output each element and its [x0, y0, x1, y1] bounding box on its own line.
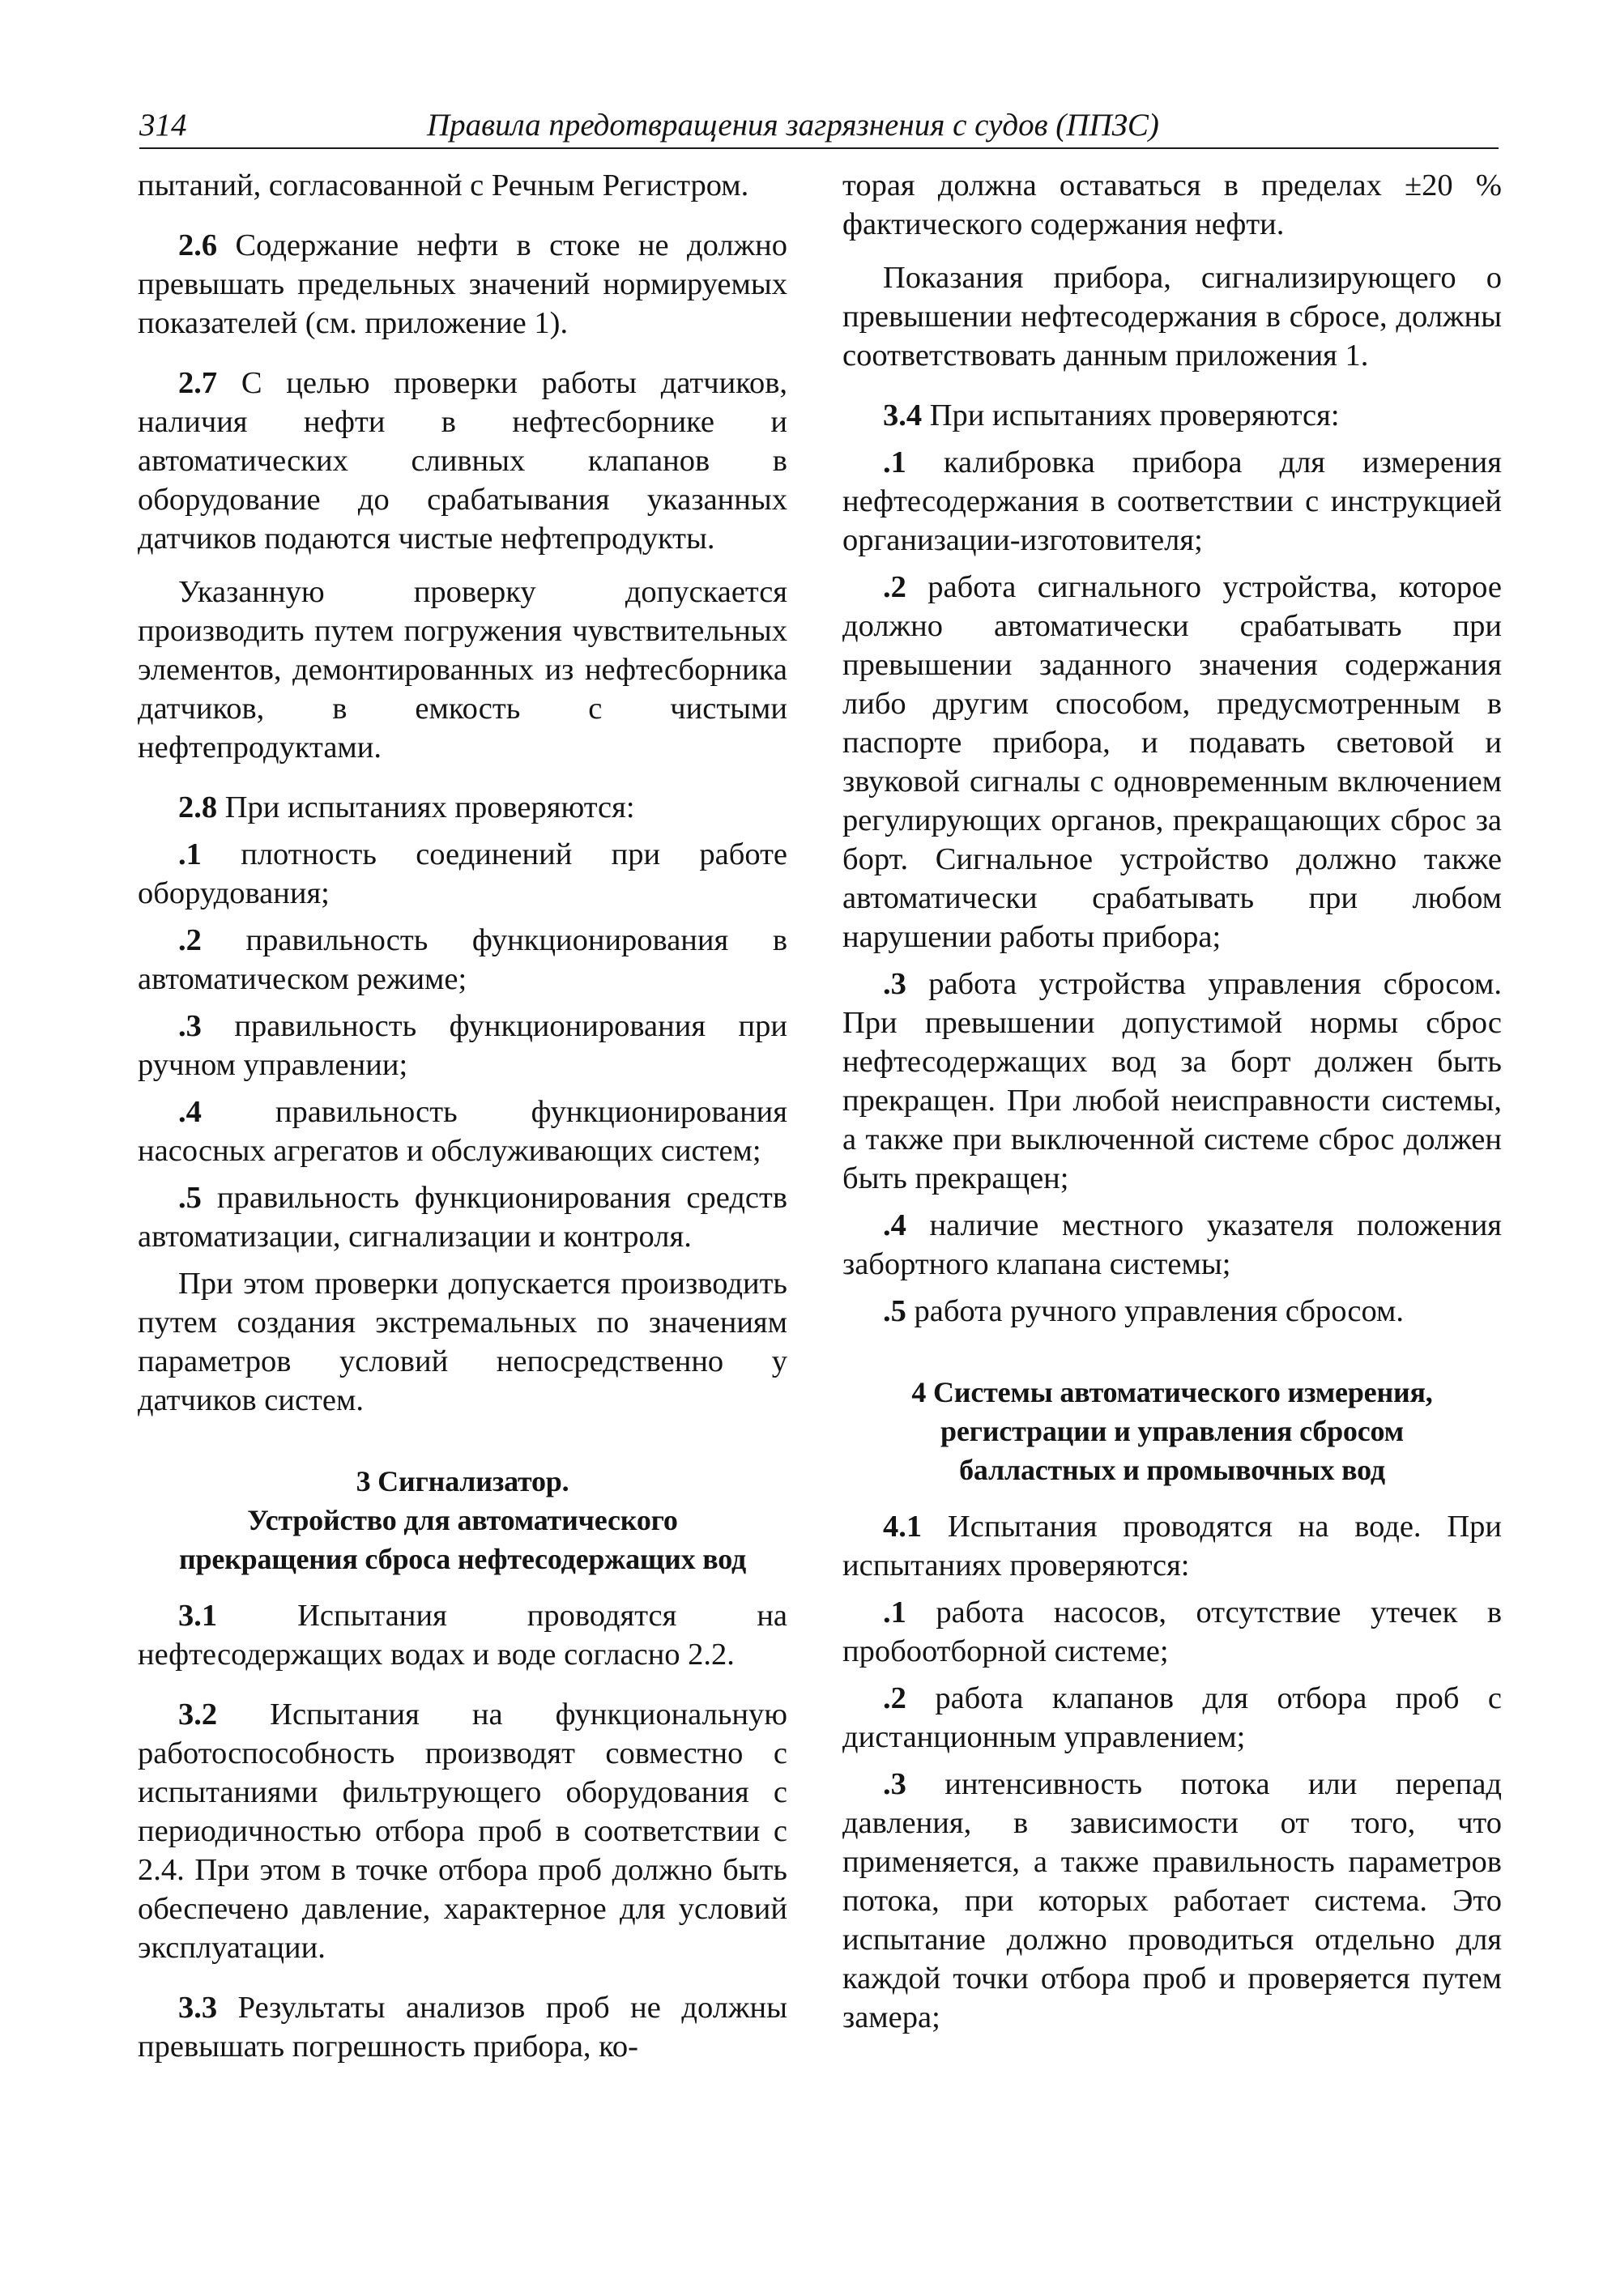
paragraph-continuation-right: торая должна оставаться в пределах ±20 % фактического содержания нефти.: [842, 168, 1502, 241]
list-item-3-4-4: .4 наличие местного указателя положения забортного клапана системы;: [842, 1208, 1503, 1281]
list-item-3-4-1: .1 калибровка прибора для измерения нефтесодержания в соответствии с инструкцией организации-изготовителя;: [842, 445, 1502, 557]
list-item-3-4-3: .3 работа устройства управления сбросом. При превышении допустимой нормы сброс нефтесодержащих вод за борт должен быть прекращен. При любой неисправности системы, а также при выключенной системе сброс должен быть прекращен;: [842, 967, 1502, 1195]
list-item-4-1-1: .1 работа насосов, отсутствие утечек в пробоотборной системе;: [842, 1595, 1503, 1668]
section-3-heading: 3 Сигнализатор. Устройство для автоматического прекращения сброса нефтесодержащих вод: [178, 1465, 747, 1575]
clause-2-7-note: Указанную проверку допускается производить путем погружения чувствительных элементов, демонтированных из нефтесборника датчиков, в емкость с чистыми нефтепродуктами.: [138, 575, 787, 765]
list-item-2-8-2: .2 правильность функционирования в автоматическом режиме;: [138, 923, 787, 996]
clause-2-8-note: При этом проверки допускается производить путем создания экстремальных по значениям параметров условий непосредственно у датчиков систем.: [138, 1267, 787, 1417]
list-item-4-1-3: .3 интенсивность потока или перепад давления, в зависимости от того, что применяется, а также правильность параметров потока, при которых работает система. Это испытание должно проводиться отдельно для каждой точки отбора проб и проверяется путем замера;: [842, 1767, 1503, 2034]
header-rule: [139, 147, 1499, 149]
list-item-2-8-3: .3 правильность функционирования при ручном управлении;: [138, 1009, 787, 1082]
clause-2-6: 2.6 Содержание нефти в стоке не должно превышать предельных значений нормируемых показателей (см. приложение 1).: [138, 228, 787, 340]
clause-4-1: 4.1 Испытания проводятся на воде. При испытаниях проверяются:: [842, 1510, 1502, 1582]
list-item-3-4-5: .5 работа ручного управления сбросом.: [883, 1294, 1404, 1328]
list-item-3-4-2: .2 работа сигнального устройства, которое должно автоматически срабатывать при превышении заданного значения содержания либо другим способом, предусмотренным в паспорте прибора, и подавать световой и звуковой сигналы с одновременным включением регулирующих органов, прекращающих сброс за борт. Сигнальное устройство должно также автоматически срабатывать при любом нарушении работы прибора;: [842, 570, 1502, 954]
right-column: [842, 166, 1502, 2045]
clause-3-3-note: Показания прибора, сигнализирующего о превышении нефтесодержания в сбросе, должны соответствовать данным приложения 1.: [842, 261, 1502, 373]
clause-3-4: 3.4 При испытаниях проверяются:: [883, 398, 1340, 432]
list-item-4-1-2: .2 работа клапанов для отбора проб с дистанционным управлением;: [842, 1681, 1502, 1754]
list-item-2-8-5: .5 правильность функционирования средств автоматизации, сигнализации и контроля.: [138, 1181, 788, 1254]
running-title: Правила предотвращения загрязнения с судов (ППЗС): [427, 108, 1159, 143]
clause-3-3: 3.3 Результаты анализов проб не должны превышать погрешность прибора, ко-: [138, 1991, 787, 2064]
left-column: [138, 166, 787, 2081]
section-4-heading: 4 Системы автоматического измерения, регистрации и управления сбросом балластных и промывочных вод: [911, 1376, 1433, 1486]
clause-2-7: 2.7 С целью проверки работы датчиков, наличия нефти в нефтесборнике и автоматических сливных клапанов в оборудование до срабатывания указанных датчиков подаются чистые нефтепродукты.: [138, 366, 788, 556]
page-number: 314: [139, 108, 187, 143]
paragraph-continuation: пытаний, согласованной с Речным Регистром.: [138, 168, 749, 202]
clause-3-1: 3.1 Испытания проводятся на нефтесодержащих водах и воде согласно 2.2.: [138, 1599, 788, 1672]
clause-3-2: 3.2 Испытания на функциональную работоспособность производят совместно с испытаниями фильтрующего оборудования с периодичностью отбора проб в соответствии с 2.4. При этом в точке отбора проб должно быть обеспечено давление, характерное для условий эксплуатации.: [138, 1698, 787, 1965]
running-header: [139, 107, 1499, 151]
list-item-2-8-1: .1 плотность соединений при работе оборудования;: [138, 837, 788, 910]
clause-2-8: 2.8 При испытаниях проверяются:: [178, 790, 635, 824]
list-item-2-8-4: .4 правильность функционирования насосных агрегатов и обслуживающих систем;: [138, 1095, 787, 1168]
